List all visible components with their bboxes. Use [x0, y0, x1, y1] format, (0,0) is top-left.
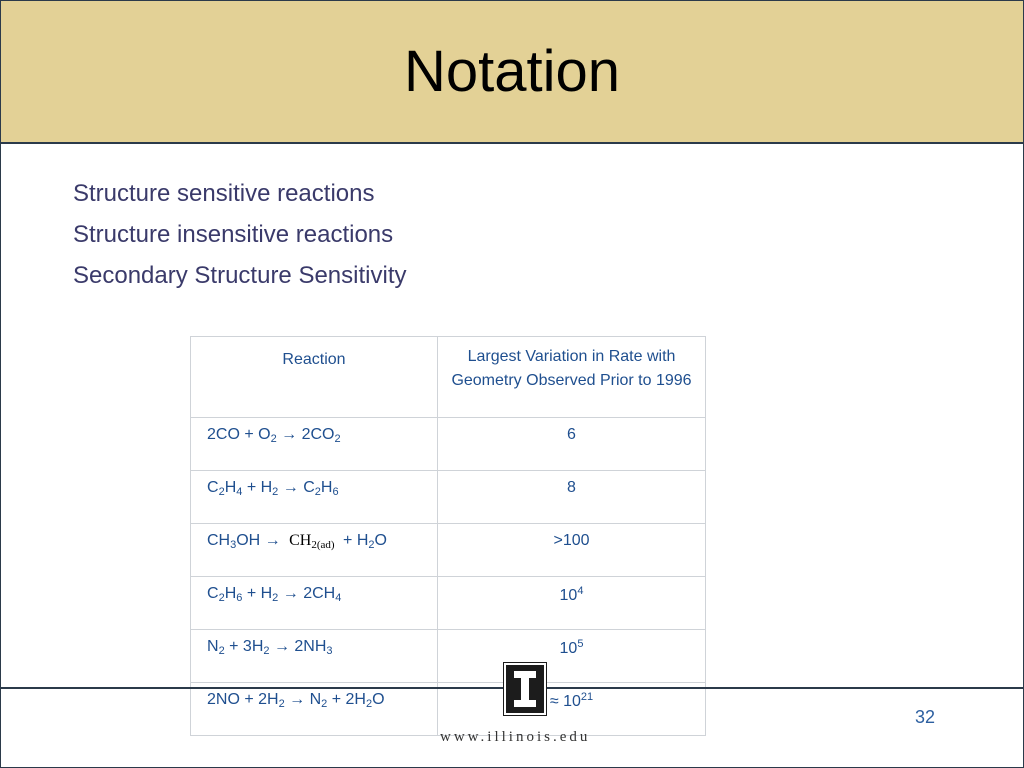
table-row [191, 683, 706, 736]
footer-url: www.illinois.edu [440, 729, 591, 745]
page-number: 32 [915, 707, 936, 727]
value-prefix: ≈ [549, 693, 564, 710]
variation-cell: 8 [438, 471, 706, 524]
title-band [1, 1, 1023, 144]
variation-cell [438, 577, 706, 630]
header-variation: Largest Variation in Rate with Geometry Observed Prior to 1996 [438, 337, 706, 418]
value-exponent: 21 [580, 691, 594, 703]
table-row [191, 471, 706, 524]
reaction-cell: $2NO + 2H_2 \to N_2 + 2H_2O$ [191, 683, 438, 736]
variation-cell [438, 630, 706, 683]
variation-cell: 6 [438, 418, 706, 471]
table-header-row [191, 337, 706, 418]
variation-cell [438, 683, 706, 736]
value-base: 10 [559, 640, 578, 657]
slide-title: Notation [403, 39, 621, 104]
reaction-cell: $CH_3OH \to CH_{2(ad)} + H_2O$ [191, 524, 438, 577]
table-row [191, 630, 706, 683]
adsorbed-species: $CH_{2(ad)}$ [289, 532, 335, 551]
table-row [191, 524, 706, 577]
bullet-item: Structure insensitive reactions [73, 221, 394, 248]
reaction-cell: $N_2 + 3H_2 \to 2NH_3$ [191, 630, 438, 683]
bullet-item: Secondary Structure Sensitivity [73, 262, 407, 289]
value-exponent: 4 [577, 585, 584, 597]
value-base: 10 [559, 587, 578, 604]
value-exponent: 5 [577, 638, 584, 650]
reaction-cell: $C_2H_6 + H_2 \to 2CH_4$ [191, 577, 438, 630]
variation-cell: >100 [438, 524, 706, 577]
reaction-table [190, 336, 706, 736]
header-reaction: Reaction [191, 337, 438, 418]
table-row [191, 418, 706, 471]
bullet-list [73, 176, 406, 299]
bullet-item: Structure sensitive reactions [73, 180, 375, 207]
table-row [191, 577, 706, 630]
reaction-cell: $C_2H_4 + H_2 \to C_2H_6$ [191, 471, 438, 524]
reaction-cell: $2CO + O_2 \to 2CO_2$ [191, 418, 438, 471]
illinois-logo-icon [504, 663, 546, 715]
value-base: 10 [563, 693, 581, 710]
